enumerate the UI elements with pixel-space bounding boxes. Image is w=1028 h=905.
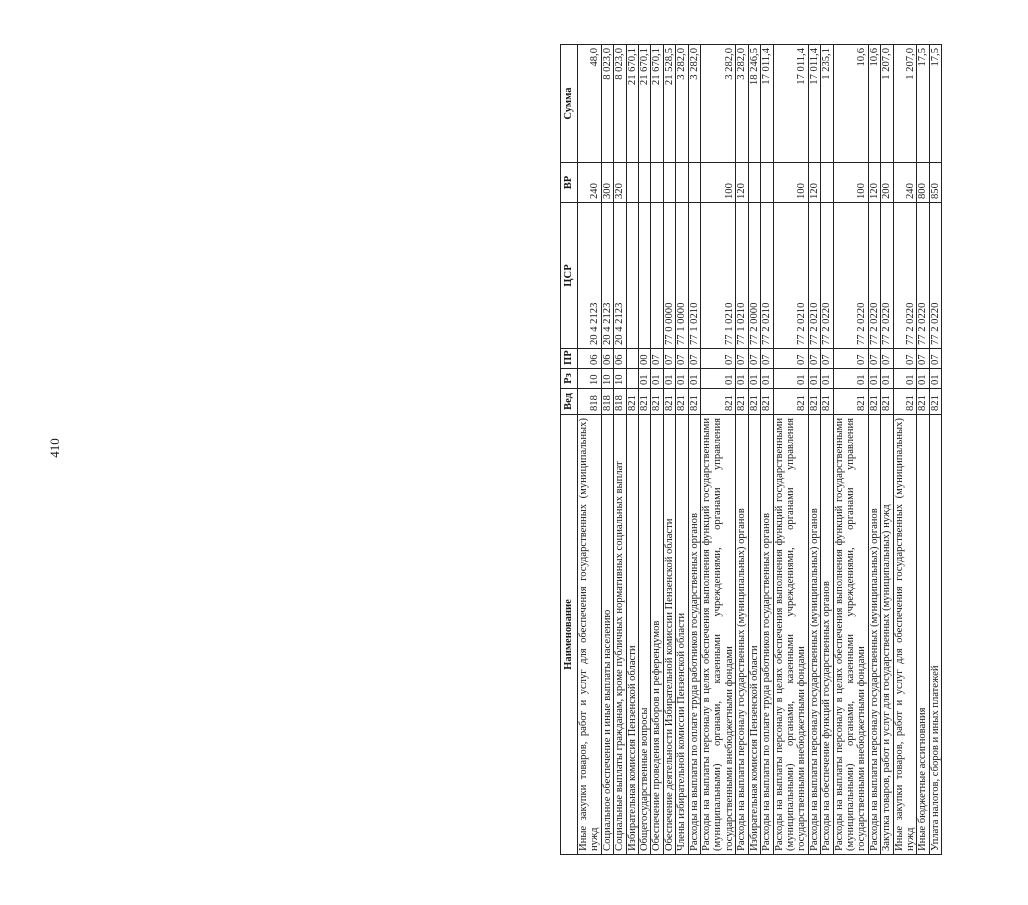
cell-sum: 8 023,0 (601, 45, 613, 163)
cell-name: Расходы на выплаты по оплате труда работников государственных органов (688, 415, 700, 855)
cell-csr: 77 2 0220 (833, 203, 868, 349)
cell-name: Общегосударственные вопросы (639, 415, 651, 855)
cell-vr (688, 163, 700, 203)
cell-vr: 240 (578, 163, 602, 203)
header-ved: Вед (561, 389, 578, 415)
cell-pr: 07 (868, 349, 880, 369)
cell-csr (626, 203, 638, 349)
cell-csr: 77 1 0000 (676, 203, 688, 349)
cell-vr (626, 163, 638, 203)
cell-ved: 821 (868, 389, 880, 415)
table-row (614, 45, 626, 855)
cell-csr: 20 4 2123 (601, 203, 613, 349)
cell-ved: 821 (808, 389, 820, 415)
cell-rz: 01 (761, 369, 773, 389)
cell-pr: 07 (761, 349, 773, 369)
cell-name: Расходы на выплаты персоналу государственных (муниципальных) органов (736, 415, 748, 855)
cell-pr: 06 (601, 349, 613, 369)
cell-ved: 821 (881, 389, 893, 415)
table-row (808, 45, 820, 855)
cell-rz: 01 (929, 369, 941, 389)
cell-csr: 77 1 0210 (701, 203, 736, 349)
cell-sum: 21 670,1 (651, 45, 663, 163)
cell-sum: 1 235,1 (821, 45, 833, 163)
cell-name: Иные бюджетные ассигнования (917, 415, 929, 855)
cell-rz: 01 (651, 369, 663, 389)
cell-sum: 10,6 (833, 45, 868, 163)
header-csr: ЦСР (561, 203, 578, 349)
cell-ved: 821 (821, 389, 833, 415)
cell-pr: 07 (821, 349, 833, 369)
cell-csr (639, 203, 651, 349)
cell-csr: 77 2 0210 (808, 203, 820, 349)
cell-rz: 10 (578, 369, 602, 389)
cell-sum: 21 670,1 (639, 45, 651, 163)
cell-sum: 48,0 (578, 45, 602, 163)
cell-pr: 07 (748, 349, 760, 369)
cell-vr (676, 163, 688, 203)
cell-vr: 120 (868, 163, 880, 203)
cell-ved: 821 (761, 389, 773, 415)
cell-sum: 18 246,5 (748, 45, 760, 163)
cell-rz: 01 (808, 369, 820, 389)
cell-pr: 07 (893, 349, 917, 369)
cell-vr: 100 (833, 163, 868, 203)
cell-name: Иные закупки товаров, работ и услуг для обеспечения государственных (муниципальных) нужд (578, 415, 602, 855)
cell-csr: 77 2 0220 (917, 203, 929, 349)
cell-name: Расходы на выплаты персоналу в целях обеспечения выполнения функций государственными (муниципальными) органами, казенными учреждениями, органами управления государственными внебюджетными фондами (833, 415, 868, 855)
cell-pr: 07 (881, 349, 893, 369)
cell-pr: 07 (808, 349, 820, 369)
cell-pr: 06 (614, 349, 626, 369)
cell-pr: 07 (701, 349, 736, 369)
cell-rz: 01 (676, 369, 688, 389)
cell-ved: 821 (639, 389, 651, 415)
cell-ved: 821 (626, 389, 638, 415)
cell-name: Расходы на выплаты персоналу государственных (муниципальных) органов (808, 415, 820, 855)
cell-name: Расходы на выплаты персоналу государственных (муниципальных) органов (868, 415, 880, 855)
cell-sum: 17,5 (917, 45, 929, 163)
table-row (821, 45, 833, 855)
table-row (773, 45, 808, 855)
cell-vr: 240 (893, 163, 917, 203)
cell-name: Социальное обеспечение и иные выплаты населению (601, 415, 613, 855)
cell-rz: 01 (893, 369, 917, 389)
cell-ved: 821 (663, 389, 675, 415)
cell-pr: 07 (833, 349, 868, 369)
cell-csr: 77 2 0220 (821, 203, 833, 349)
cell-ved: 818 (601, 389, 613, 415)
cell-ved: 821 (929, 389, 941, 415)
cell-pr: 07 (663, 349, 675, 369)
cell-sum: 3 282,0 (688, 45, 700, 163)
cell-sum: 21 670,1 (626, 45, 638, 163)
table-row (917, 45, 929, 855)
cell-rz: 01 (736, 369, 748, 389)
cell-rz: 01 (833, 369, 868, 389)
cell-pr: 07 (773, 349, 808, 369)
cell-ved: 821 (651, 389, 663, 415)
cell-sum: 1 207,0 (893, 45, 917, 163)
cell-vr (748, 163, 760, 203)
cell-name: Члены избирательной комиссии Пензенской области (676, 415, 688, 855)
table-row (833, 45, 868, 855)
cell-rz: 01 (881, 369, 893, 389)
cell-sum: 8 023,0 (614, 45, 626, 163)
cell-csr: 77 0 0000 (663, 203, 675, 349)
cell-vr (761, 163, 773, 203)
cell-vr: 100 (701, 163, 736, 203)
cell-sum: 3 282,0 (736, 45, 748, 163)
cell-sum: 17,5 (929, 45, 941, 163)
cell-rz: 10 (614, 369, 626, 389)
cell-vr: 100 (773, 163, 808, 203)
cell-csr: 20 4 2123 (578, 203, 602, 349)
cell-csr (651, 203, 663, 349)
table-row (881, 45, 893, 855)
cell-vr: 200 (881, 163, 893, 203)
cell-vr (663, 163, 675, 203)
cell-ved: 821 (748, 389, 760, 415)
cell-name: Расходы на выплаты персоналу в целях обеспечения выполнения функций государственными (муниципальными) органами, казенными учреждениями, органами управления государственными внебюджетными фондами (701, 415, 736, 855)
cell-vr: 850 (929, 163, 941, 203)
cell-vr: 120 (808, 163, 820, 203)
cell-name: Закупка товаров, работ и услуг для государственных (муниципальных) нужд (881, 415, 893, 855)
table-row (688, 45, 700, 855)
cell-sum: 3 282,0 (701, 45, 736, 163)
cell-name: Расходы на выплаты персоналу в целях обеспечения выполнения функций государственными (муниципальными) органами, казенными учреждениями, органами управления государственными внебюджетными фондами (773, 415, 808, 855)
cell-ved: 821 (701, 389, 736, 415)
table-row (663, 45, 675, 855)
cell-vr: 300 (601, 163, 613, 203)
cell-name: Иные закупки товаров, работ и услуг для обеспечения государственных (муниципальных) нужд (893, 415, 917, 855)
table-row (929, 45, 941, 855)
cell-ved: 821 (736, 389, 748, 415)
cell-pr: 07 (929, 349, 941, 369)
cell-name: Социальные выплаты гражданам, кроме публичных нормативных социальных выплат (614, 415, 626, 855)
header-rz: Рз (561, 369, 578, 389)
table-row (893, 45, 917, 855)
cell-rz: 01 (701, 369, 736, 389)
cell-rz: 01 (639, 369, 651, 389)
cell-pr: 07 (736, 349, 748, 369)
cell-name: Расходы на обеспечение функций государственных органов (821, 415, 833, 855)
page-number: 410 (47, 438, 62, 458)
table-row (639, 45, 651, 855)
cell-pr: 07 (651, 349, 663, 369)
cell-rz: 01 (821, 369, 833, 389)
cell-csr: 77 2 0210 (761, 203, 773, 349)
cell-ved: 821 (893, 389, 917, 415)
cell-ved: 818 (578, 389, 602, 415)
table-row (748, 45, 760, 855)
cell-csr: 77 2 0220 (868, 203, 880, 349)
cell-name: Обеспечение проведения выборов и референдумов (651, 415, 663, 855)
cell-pr: 07 (688, 349, 700, 369)
cell-ved: 818 (614, 389, 626, 415)
cell-vr: 320 (614, 163, 626, 203)
cell-sum: 17 011,4 (773, 45, 808, 163)
table-body (578, 45, 942, 855)
cell-name: Расходы на выплаты по оплате труда работников государственных органов (761, 415, 773, 855)
cell-rz: 01 (773, 369, 808, 389)
cell-ved: 821 (917, 389, 929, 415)
header-sum: Сумма (561, 45, 578, 163)
cell-name: Избирательная комиссия Пензенской области (748, 415, 760, 855)
cell-rz: 01 (917, 369, 929, 389)
rotated-page (560, 45, 1028, 855)
cell-csr: 77 2 0220 (881, 203, 893, 349)
cell-rz: 01 (868, 369, 880, 389)
cell-pr: 07 (917, 349, 929, 369)
cell-name: Обеспечение деятельности Избирательной комиссии Пензенской области (663, 415, 675, 855)
cell-csr: 77 1 0210 (736, 203, 748, 349)
table-row (578, 45, 602, 855)
cell-pr: 00 (639, 349, 651, 369)
cell-pr: 07 (676, 349, 688, 369)
cell-csr: 20 4 2123 (614, 203, 626, 349)
cell-name: Уплата налогов, сборов и иных платежей (929, 415, 941, 855)
header-pr: ПР (561, 349, 578, 369)
table-row (761, 45, 773, 855)
cell-csr: 77 2 0220 (929, 203, 941, 349)
table-row (701, 45, 736, 855)
cell-sum: 3 282,0 (676, 45, 688, 163)
cell-csr: 77 1 0210 (688, 203, 700, 349)
budget-table (560, 44, 942, 855)
cell-name: Избирательная комиссия Пензенской области (626, 415, 638, 855)
cell-csr: 77 2 0220 (893, 203, 917, 349)
table-row (651, 45, 663, 855)
cell-vr (821, 163, 833, 203)
cell-ved: 821 (773, 389, 808, 415)
cell-csr: 77 2 0210 (773, 203, 808, 349)
cell-vr: 800 (917, 163, 929, 203)
cell-vr (639, 163, 651, 203)
cell-ved: 821 (676, 389, 688, 415)
cell-rz: 01 (688, 369, 700, 389)
cell-vr: 120 (736, 163, 748, 203)
cell-sum: 10,6 (868, 45, 880, 163)
cell-sum: 17 011,4 (761, 45, 773, 163)
header-vr: ВР (561, 163, 578, 203)
cell-pr: 06 (578, 349, 602, 369)
table-row (736, 45, 748, 855)
table-row (626, 45, 638, 855)
header-name: Наименование (561, 415, 578, 855)
table-header-row (561, 45, 578, 855)
cell-rz: 10 (601, 369, 613, 389)
cell-ved: 821 (833, 389, 868, 415)
table-row (868, 45, 880, 855)
cell-sum: 1 207,0 (881, 45, 893, 163)
cell-rz (626, 369, 638, 389)
cell-ved: 821 (688, 389, 700, 415)
cell-pr (626, 349, 638, 369)
cell-vr (651, 163, 663, 203)
table-row (676, 45, 688, 855)
cell-csr: 77 2 0000 (748, 203, 760, 349)
table-row (601, 45, 613, 855)
cell-sum: 17 011,4 (808, 45, 820, 163)
cell-rz: 01 (748, 369, 760, 389)
cell-rz: 01 (663, 369, 675, 389)
cell-sum: 21 528,5 (663, 45, 675, 163)
